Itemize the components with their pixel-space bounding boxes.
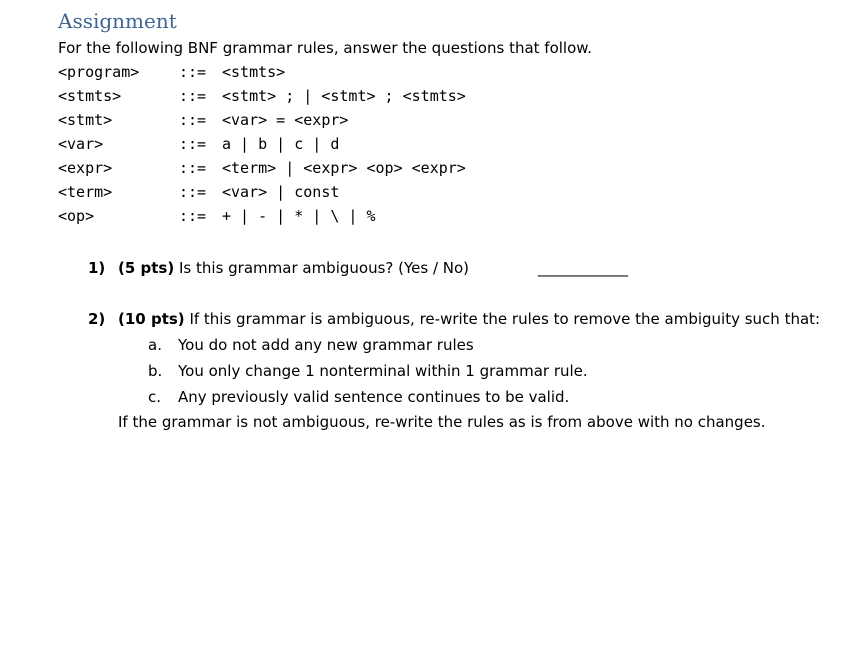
grammar-rule-op (58, 206, 618, 230)
grammar-rule-program (58, 62, 618, 86)
question-number: 1) (88, 259, 106, 277)
rule-lhs: <var> (58, 135, 104, 153)
rule-rhs: <stmt> ; | <stmt> ; <stmts> (222, 87, 466, 105)
answer-blank: ____________ (538, 259, 628, 277)
grammar-rule-stmt (58, 110, 618, 134)
rule-lhs: <term> (58, 183, 113, 201)
rule-rhs: + | - | * | \ | % (222, 207, 376, 225)
grammar-rule-var (58, 134, 618, 158)
rule-define-symbol: ::= (179, 183, 207, 201)
closing-instruction: If the grammar is not ambiguous, re-write the rules as is from above with no changes. (118, 413, 766, 431)
rule-lhs: <program> (58, 63, 140, 81)
rule-lhs: <stmts> (58, 87, 122, 105)
rule-rhs: <term> | <expr> <op> <expr> (222, 159, 466, 177)
grammar-rule-stmts (58, 86, 618, 110)
rule-rhs: <var> = <expr> (222, 111, 349, 129)
question-number: 2) (88, 310, 106, 328)
condition-text: You do not add any new grammar rules (178, 336, 474, 354)
question-points: (5 pts) (118, 259, 175, 277)
condition-letter: c. (148, 388, 162, 406)
rule-lhs: <stmt> (58, 111, 113, 129)
question-points: (10 pts) (118, 310, 185, 328)
condition-text: Any previously valid sentence continues to be valid. (178, 388, 570, 406)
rule-define-symbol: ::= (179, 159, 207, 177)
rule-rhs: a | b | c | d (222, 135, 340, 153)
rule-rhs: <stmts> (222, 63, 286, 81)
grammar-rules (58, 62, 618, 230)
condition-letter: a. (148, 336, 162, 354)
grammar-rule-term (58, 182, 618, 206)
condition-text: You only change 1 nonterminal within 1 grammar rule. (178, 362, 588, 380)
rule-lhs: <expr> (58, 159, 113, 177)
page-title: Assignment (58, 9, 177, 33)
rule-define-symbol: ::= (179, 135, 207, 153)
intro-text: For the following BNF grammar rules, answer the questions that follow. (58, 39, 592, 57)
rule-define-symbol: ::= (179, 63, 207, 81)
question-text: If this grammar is ambiguous, re-write the rules to remove the ambiguity such that: (189, 310, 821, 328)
question-1 (88, 258, 469, 278)
condition-b (148, 361, 588, 381)
question-2 (88, 309, 820, 329)
rule-define-symbol: ::= (179, 111, 207, 129)
condition-a (148, 335, 474, 355)
rule-lhs: <op> (58, 207, 95, 225)
question-text: Is this grammar ambiguous? (Yes / No) (179, 259, 470, 277)
grammar-rule-expr (58, 158, 618, 182)
rule-define-symbol: ::= (179, 87, 207, 105)
rule-define-symbol: ::= (179, 207, 207, 225)
condition-letter: b. (148, 362, 163, 380)
rule-rhs: <var> | const (222, 183, 340, 201)
condition-c (148, 387, 569, 407)
